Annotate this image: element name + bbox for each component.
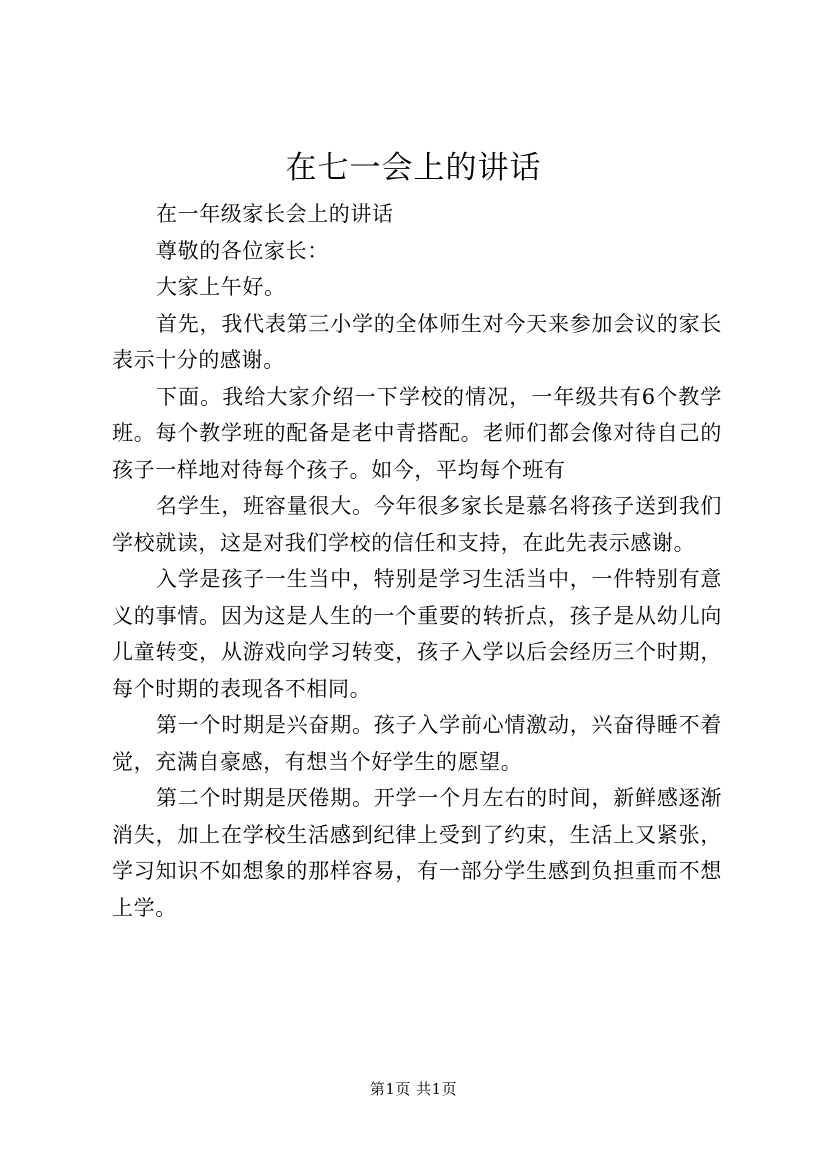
document-body <box>112 196 722 926</box>
paragraph: 入学是孩子一生当中，特别是学习生活当中，一件特别有意义的事情。因为这是人生的一个重要的转折点，孩子是从幼儿向儿童转变，从游戏向学习转变，孩子入学以后会经历三个时期，每个时期的表现各不相同。 <box>112 567 722 701</box>
paragraph: 在一年级家长会上的讲话 <box>156 202 394 226</box>
paragraph: 第一个时期是兴奋期。孩子入学前心情激动，兴奋得睡不着觉，充满自豪感，有想当个好学生的愿望。 <box>112 713 722 774</box>
paragraph: 首先，我代表第三小学的全体师生对今天来参加会议的家长表示十分的感谢。 <box>112 311 722 372</box>
document-title: 在七一会上的讲话 <box>285 150 542 186</box>
paragraph: 第二个时期是厌倦期。开学一个月左右的时间，新鲜感逐渐消失，加上在学校生活感到纪律上受到了约束，生活上又紧张，学习知识不如想象的那样容易，有一部分学生感到负担重而不想上学。 <box>112 786 722 920</box>
page-footer: 第1页 共1页 <box>369 1080 458 1098</box>
paragraph: 尊敬的各位家长： <box>156 238 329 263</box>
paragraph: 名学生，班容量很大。今年很多家长是慕名将孩子送到我们学校就读，这是对我们学校的信任和支持，在此先表示感谢。 <box>112 494 722 555</box>
paragraph: 大家上午好。 <box>156 275 286 299</box>
paragraph: 下面。我给大家介绍一下学校的情况，一年级共有6个教学班。每个教学班的配备是老中青搭配。老师们都会像对待自己的孩子一样地对待每个孩子。如今，平均每个班有 <box>112 384 722 482</box>
